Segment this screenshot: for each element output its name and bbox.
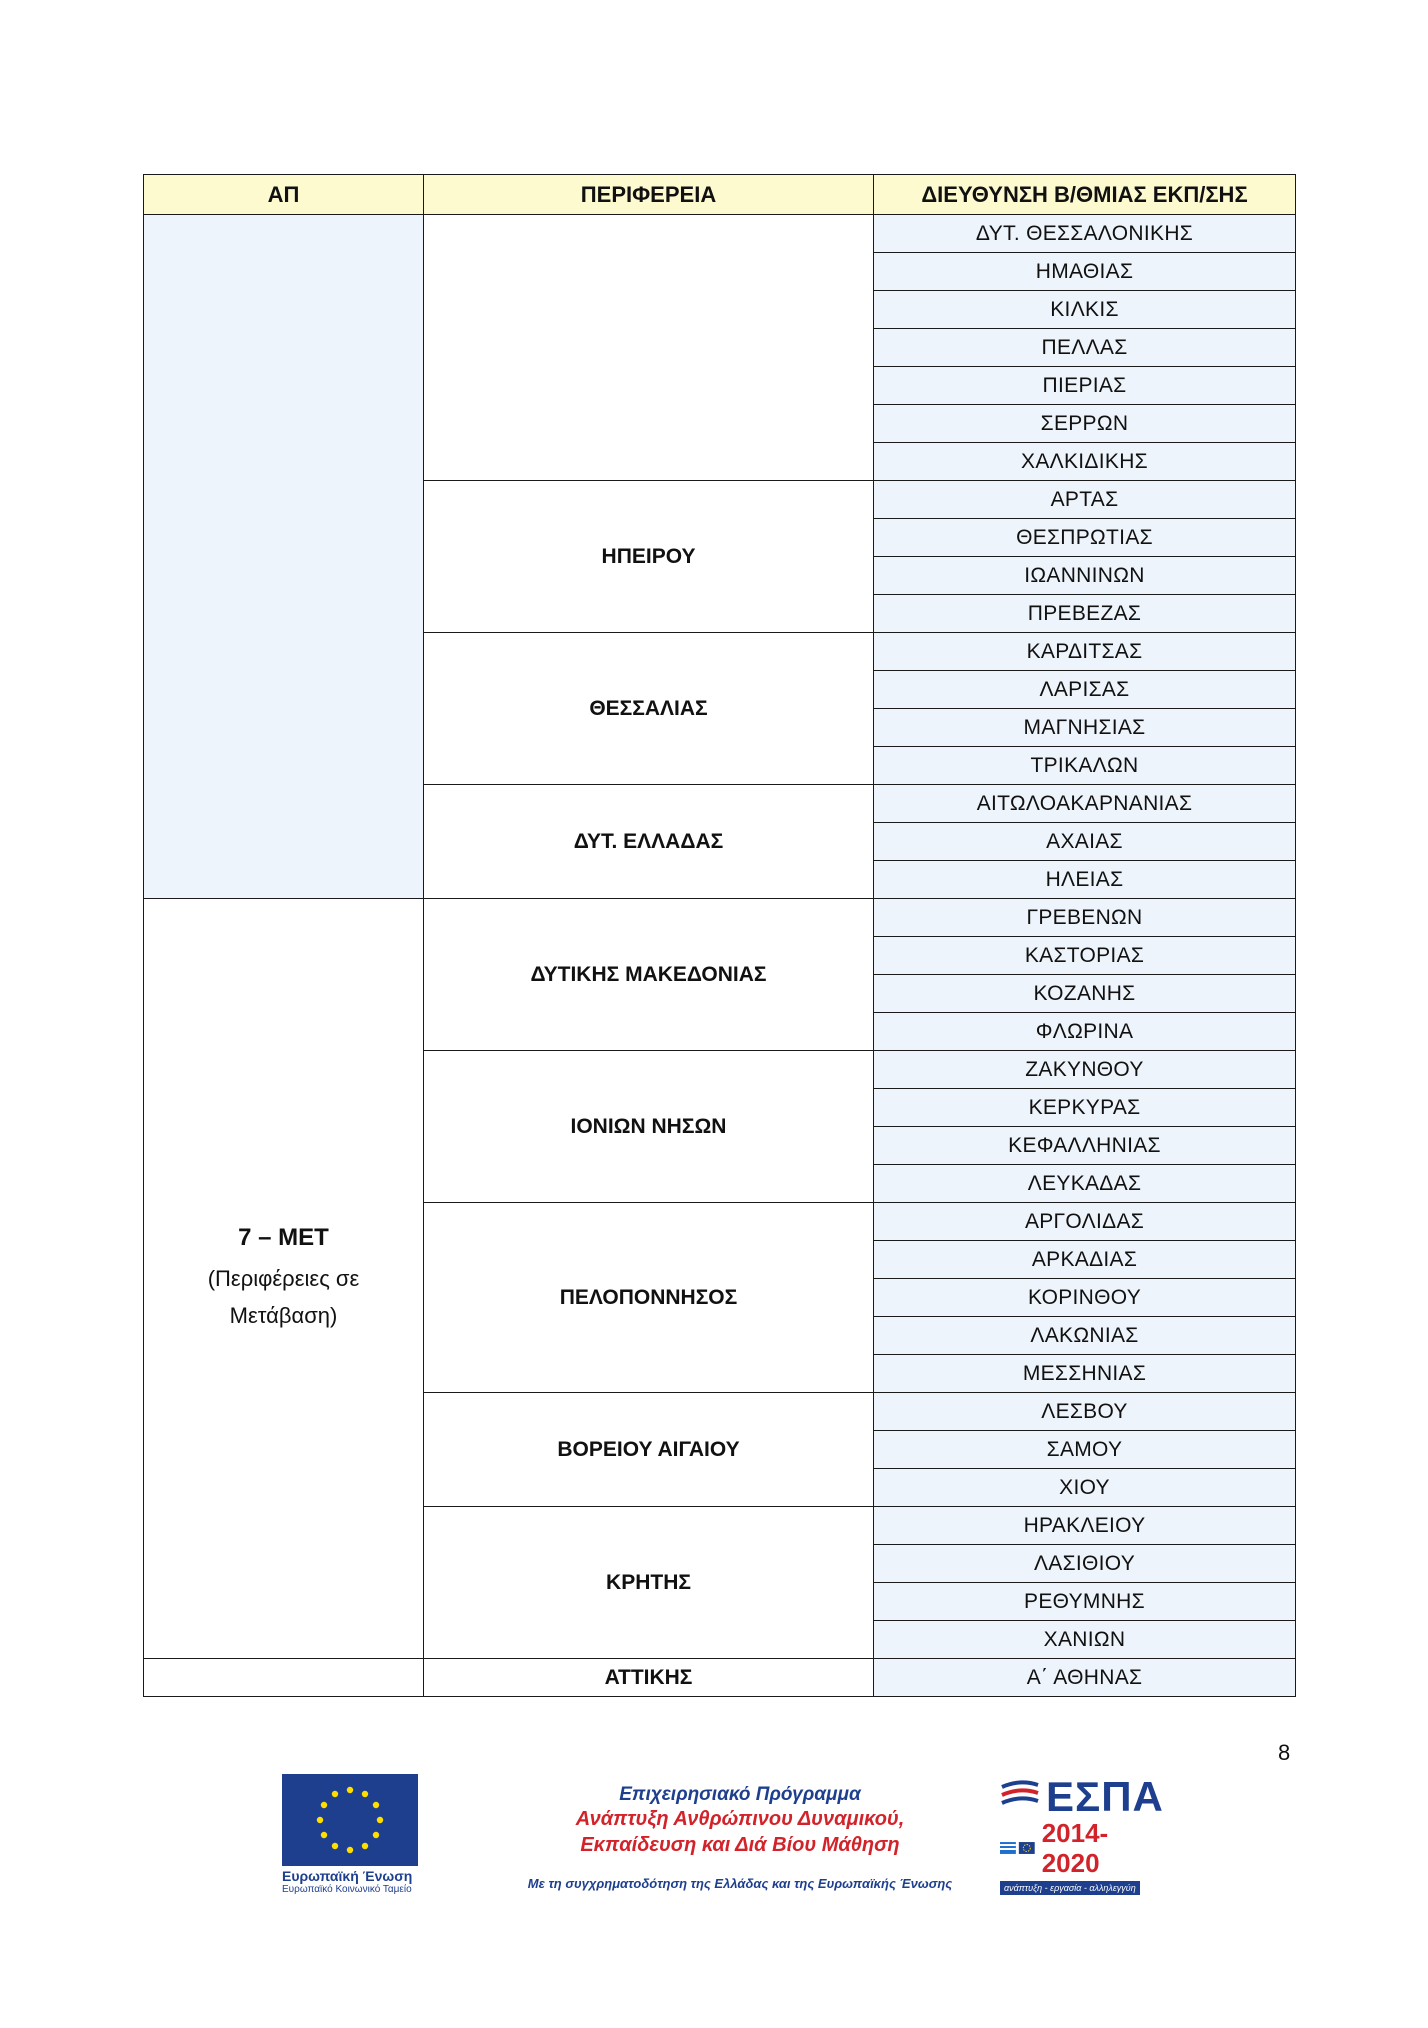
directorate-cell: ΛΕΥΚΑΔΑΣ xyxy=(874,1165,1296,1203)
ap-subtitle: (Περιφέρειες σε Μετάβαση) xyxy=(207,1265,360,1328)
directorate-cell: ΚΟΡΙΝΘΟΥ xyxy=(874,1279,1296,1317)
table-body xyxy=(144,215,1296,1697)
directorate-cell: ΔΥΤ. ΘΕΣΣΑΛΟΝΙΚΗΣ xyxy=(874,215,1296,253)
eu-fund-name: Ευρωπαϊκό Κοινωνικό Ταμείο xyxy=(282,1884,412,1895)
directorate-cell: ΚΟΖΑΝΗΣ xyxy=(874,975,1296,1013)
directorate-cell: ΜΑΓΝΗΣΙΑΣ xyxy=(874,709,1296,747)
directorate-cell: ΤΡΙΚΑΛΩΝ xyxy=(874,747,1296,785)
directorate-cell: ΚΙΛΚΙΣ xyxy=(874,291,1296,329)
greece-eu-flags-icon xyxy=(1000,1840,1036,1856)
region-cell: ΘΕΣΣΑΛΙΑΣ xyxy=(424,633,874,785)
eu-logo xyxy=(282,1774,422,1895)
espa-motto: ανάπτυξη - εργασία - αλληλεγγύη xyxy=(1000,1881,1140,1895)
op-line-2: Ανάπτυξη Ανθρώπινου Δυναμικού, xyxy=(575,1808,905,1830)
directorate-cell: ΛΑΚΩΝΙΑΣ xyxy=(874,1317,1296,1355)
directorate-cell: ΚΑΣΤΟΡΙΑΣ xyxy=(874,937,1296,975)
region-cell: ΚΡΗΤΗΣ xyxy=(424,1507,874,1659)
espa-years: 2014-2020 xyxy=(1041,1818,1109,1878)
directorate-cell: ΧΙΟΥ xyxy=(874,1469,1296,1507)
directorate-cell: ΠΙΕΡΙΑΣ xyxy=(874,367,1296,405)
directorate-cell: ΠΡΕΒΕΖΑΣ xyxy=(874,595,1296,633)
cofunding-statement: Με τη συγχρηματοδότηση της Ελλάδας και της Ευρωπαϊκής Ένωσης xyxy=(527,1876,953,1891)
region-cell: ΒΟΡΕΙΟΥ ΑΙΓΑΙΟΥ xyxy=(424,1393,874,1507)
espa-stripes-icon xyxy=(1000,1779,1040,1815)
directorate-cell: ΣΑΜΟΥ xyxy=(874,1431,1296,1469)
eu-star-icon xyxy=(362,1791,368,1797)
directorate-cell: ΦΛΩΡΙΝΑ xyxy=(874,1013,1296,1051)
op-line-3: Εκπαίδευση και Διά Βίου Μάθηση xyxy=(580,1834,900,1856)
directorate-cell: ΘΕΣΠΡΩΤΙΑΣ xyxy=(874,519,1296,557)
directorate-cell: ΣΕΡΡΩΝ xyxy=(874,405,1296,443)
region-cell: ΑΤΤΙΚΗΣ xyxy=(424,1659,874,1697)
op-line-1: Επιχειρησιακό Πρόγραμμα xyxy=(619,1784,861,1805)
directorate-cell: ΜΕΣΣΗΝΙΑΣ xyxy=(874,1355,1296,1393)
ap-cell xyxy=(144,215,424,899)
eu-star-icon xyxy=(321,1832,327,1838)
directorate-cell: ΑΡΤΑΣ xyxy=(874,481,1296,519)
directorate-cell: Α΄ ΑΘΗΝΑΣ xyxy=(874,1659,1296,1697)
ap-title: 7 – ΜΕΤ xyxy=(238,1223,329,1251)
eu-star-icon xyxy=(373,1802,379,1808)
eu-star-icon xyxy=(332,1791,338,1797)
directorate-cell: ΗΛΕΙΑΣ xyxy=(874,861,1296,899)
table-row xyxy=(144,899,1296,937)
directorate-cell: ΑΧΑΙΑΣ xyxy=(874,823,1296,861)
directorate-cell: ΧΑΛΚΙΔΙΚΗΣ xyxy=(874,443,1296,481)
directorate-cell: ΓΡΕΒΕΝΩΝ xyxy=(874,899,1296,937)
directorate-cell: ΠΕΛΛΑΣ xyxy=(874,329,1296,367)
page-number: 8 xyxy=(1278,1740,1291,1765)
table-row xyxy=(144,1659,1296,1697)
directorate-cell: ΧΑΝΙΩΝ xyxy=(874,1621,1296,1659)
directorate-cell: ΛΑΡΙΣΑΣ xyxy=(874,671,1296,709)
directorate-cell: ΗΡΑΚΛΕΙΟΥ xyxy=(874,1507,1296,1545)
eu-star-icon xyxy=(362,1843,368,1849)
operational-programme-logo xyxy=(520,1784,960,1891)
directorate-cell: ΑΡΓΟΛΙΔΑΣ xyxy=(874,1203,1296,1241)
directorate-cell: ΚΕΡΚΥΡΑΣ xyxy=(874,1089,1296,1127)
region-cell xyxy=(424,215,874,481)
ap-cell xyxy=(144,1659,424,1697)
directorate-cell: ΖΑΚΥΝΘΟΥ xyxy=(874,1051,1296,1089)
directorate-cell: ΗΜΑΘΙΑΣ xyxy=(874,253,1296,291)
region-cell: ΠΕΛΟΠΟΝΝΗΣΟΣ xyxy=(424,1203,874,1393)
espa-title: ΕΣΠΑ xyxy=(1046,1773,1164,1820)
ap-cell xyxy=(144,899,424,1659)
directorate-cell: ΚΑΡΔΙΤΣΑΣ xyxy=(874,633,1296,671)
header-directorate: ΔΙΕΥΘΥΝΣΗ Β/ΘΜΙΑΣ ΕΚΠ/ΣΗΣ xyxy=(874,175,1296,215)
eu-star-icon xyxy=(373,1832,379,1838)
region-cell: ΗΠΕΙΡΟΥ xyxy=(424,481,874,633)
directorate-cell: ΡΕΘΥΜΝΗΣ xyxy=(874,1583,1296,1621)
eu-star-icon xyxy=(377,1817,383,1823)
header-ap: ΑΠ xyxy=(144,175,424,215)
eu-star-icon xyxy=(332,1843,338,1849)
directorate-cell: ΚΕΦΑΛΛΗΝΙΑΣ xyxy=(874,1127,1296,1165)
directorates-table xyxy=(143,174,1296,1697)
espa-logo xyxy=(1000,1773,1165,1896)
eu-star-icon xyxy=(321,1802,327,1808)
directorate-cell: ΛΑΣΙΘΙΟΥ xyxy=(874,1545,1296,1583)
header-region: ΠΕΡΙΦΕΡΕΙΑ xyxy=(424,175,874,215)
directorate-cell: ΑΡΚΑΔΙΑΣ xyxy=(874,1241,1296,1279)
table-header-row xyxy=(144,175,1296,215)
directorate-cell: ΙΩΑΝΝΙΝΩΝ xyxy=(874,557,1296,595)
directorate-cell: ΛΕΣΒΟΥ xyxy=(874,1393,1296,1431)
region-cell: ΔΥΤΙΚΗΣ ΜΑΚΕΔΟΝΙΑΣ xyxy=(424,899,874,1051)
eu-flag-icon xyxy=(282,1774,418,1866)
eu-star-icon xyxy=(347,1787,353,1793)
table-row xyxy=(144,215,1296,253)
eu-name: Ευρωπαϊκή Ένωση xyxy=(282,1868,413,1884)
eu-star-icon xyxy=(317,1817,323,1823)
eu-star-icon xyxy=(347,1847,353,1853)
region-cell: ΔΥΤ. ΕΛΛΑΔΑΣ xyxy=(424,785,874,899)
region-cell: ΙΟΝΙΩΝ ΝΗΣΩΝ xyxy=(424,1051,874,1203)
directorate-cell: ΑΙΤΩΛΟΑΚΑΡΝΑΝΙΑΣ xyxy=(874,785,1296,823)
